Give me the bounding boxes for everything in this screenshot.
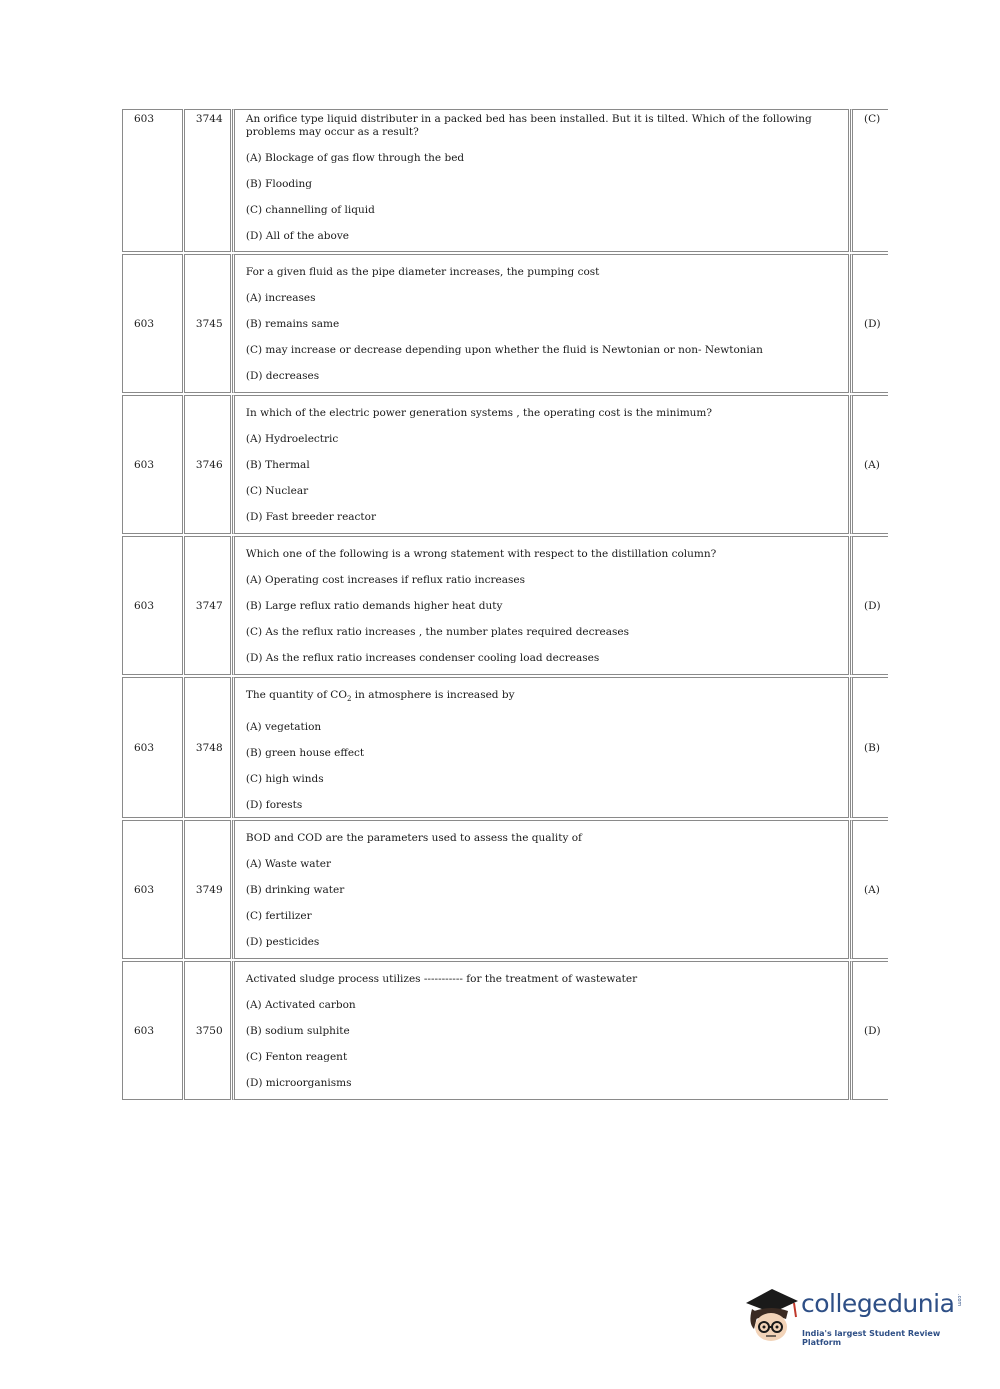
option-c: (C) high winds bbox=[245, 773, 324, 786]
table-row bbox=[122, 961, 888, 1100]
question-text: The quantity of $CO_2$ in atmosphere is increased by bbox=[245, 689, 515, 704]
question-number-cell: 3748 bbox=[184, 677, 231, 818]
question-text: In which of the electric power generation systems , the operating cost is the minimum? bbox=[245, 407, 713, 419]
answer-cell: (B) bbox=[850, 677, 888, 818]
question-number-cell: 3747 bbox=[184, 536, 231, 675]
option-a: (A) Activated carbon bbox=[245, 999, 356, 1011]
answer-cell: (A) bbox=[850, 395, 888, 534]
question-cell bbox=[232, 109, 849, 252]
question-number-cell: 3744 bbox=[184, 109, 231, 252]
option-c: (C) Fenton reagent bbox=[245, 1051, 348, 1063]
question-number-cell: 3750 bbox=[184, 961, 231, 1100]
question-number-cell: 3749 bbox=[184, 820, 231, 959]
option-c: (C) As the reflux ratio increases , the number plates required decreases bbox=[245, 626, 630, 638]
option-d: (D) decreases bbox=[245, 370, 320, 382]
option-d: (D) forests bbox=[245, 799, 303, 812]
subject-code-cell: 603 bbox=[122, 395, 183, 534]
question-text: An orifice type liquid distributer in a packed bed has been installed. But it is tilted. Which of the following problems may occur as a result? bbox=[245, 113, 812, 138]
mascot-icon bbox=[742, 1283, 800, 1349]
table-row bbox=[122, 820, 888, 959]
question-text: BOD and COD are the parameters used to assess the quality of bbox=[245, 832, 582, 844]
option-a: (A) Waste water bbox=[245, 858, 331, 870]
table-row bbox=[122, 677, 888, 818]
question-cell bbox=[232, 536, 849, 675]
option-c: (C) fertilizer bbox=[245, 910, 312, 922]
option-c: (C) Nuclear bbox=[245, 485, 309, 497]
option-b: (B) Flooding bbox=[245, 178, 312, 190]
option-a: (A) Hydroelectric bbox=[245, 433, 339, 445]
table-row bbox=[122, 109, 888, 252]
option-a: (A) Blockage of gas flow through the bed bbox=[245, 152, 465, 164]
option-b: (B) green house effect bbox=[245, 747, 365, 760]
question-cell bbox=[232, 820, 849, 959]
question-text: Activated sludge process utilizes ----------- for the treatment of wastewater bbox=[245, 973, 638, 985]
question-text: Which one of the following is a wrong statement with respect to the distillation column? bbox=[245, 548, 717, 560]
option-a: (A) Operating cost increases if reflux ratio increases bbox=[245, 574, 526, 586]
option-a: (A) vegetation bbox=[245, 721, 322, 734]
question-table bbox=[122, 109, 888, 1100]
table-row bbox=[122, 395, 888, 534]
question-cell bbox=[232, 677, 849, 818]
answer-cell: (A) bbox=[850, 820, 888, 959]
option-d: (D) microorganisms bbox=[245, 1077, 352, 1089]
subject-code-cell: 603 bbox=[122, 820, 183, 959]
subject-code-cell: 603 bbox=[122, 536, 183, 675]
question-number-cell: 3745 bbox=[184, 254, 231, 393]
answer-cell: (C) bbox=[850, 109, 888, 252]
subject-code-cell: 603 bbox=[122, 961, 183, 1100]
answer-cell: (D) bbox=[850, 254, 888, 393]
option-a: (A) increases bbox=[245, 292, 316, 304]
option-d: (D) All of the above bbox=[245, 230, 349, 242]
question-cell bbox=[232, 395, 849, 534]
option-c: (C) channelling of liquid bbox=[245, 204, 375, 216]
question-number-cell: 3746 bbox=[184, 395, 231, 534]
question-text: For a given fluid as the pipe diameter increases, the pumping cost bbox=[245, 266, 600, 278]
option-b: (B) remains same bbox=[245, 318, 340, 330]
option-c: (C) may increase or decrease depending upon whether the fluid is Newtonian or non- Newtonian bbox=[245, 344, 763, 356]
logo-suffix: .com bbox=[956, 1294, 962, 1307]
subject-code-cell: 603 bbox=[122, 254, 183, 393]
collegedunia-logo[interactable] bbox=[742, 1283, 967, 1353]
logo-tagline: India's largest Student Review Platform bbox=[802, 1329, 941, 1347]
option-d: (D) Fast breeder reactor bbox=[245, 511, 376, 523]
option-d: (D) pesticides bbox=[245, 936, 320, 948]
option-b: (B) Thermal bbox=[245, 459, 310, 471]
option-b: (B) drinking water bbox=[245, 884, 345, 896]
answer-cell: (D) bbox=[850, 961, 888, 1100]
table-row bbox=[122, 536, 888, 675]
subject-code-cell: 603 bbox=[122, 109, 183, 252]
question-cell bbox=[232, 961, 849, 1100]
option-b: (B) Large reflux ratio demands higher heat duty bbox=[245, 600, 503, 612]
logo-wordmark: collegedunia bbox=[801, 1289, 955, 1318]
subject-code-cell: 603 bbox=[122, 677, 183, 818]
answer-cell: (D) bbox=[850, 536, 888, 675]
table-row bbox=[122, 254, 888, 393]
option-b: (B) sodium sulphite bbox=[245, 1025, 350, 1037]
option-d: (D) As the reflux ratio increases condenser cooling load decreases bbox=[245, 652, 600, 664]
question-cell bbox=[232, 254, 849, 393]
